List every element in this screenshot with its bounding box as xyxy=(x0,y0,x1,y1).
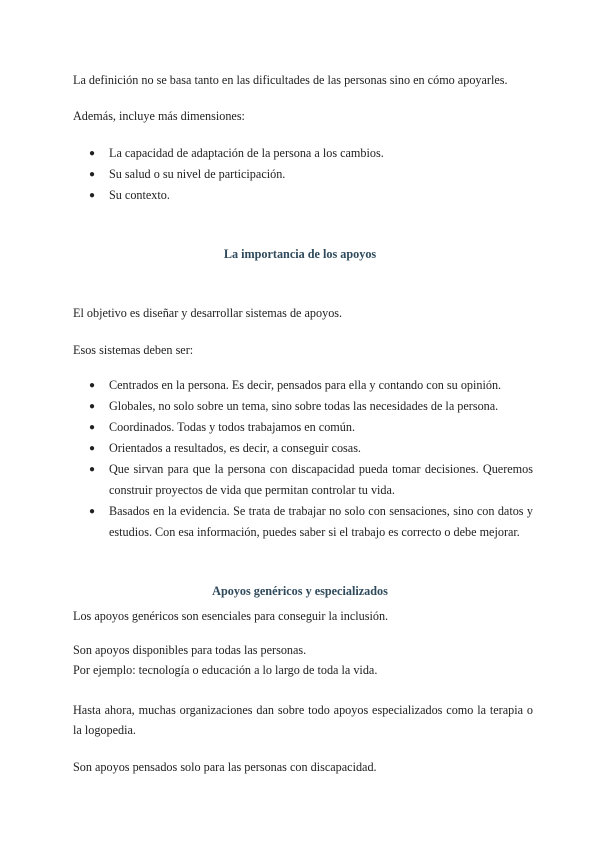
bullet-icon: ● xyxy=(89,401,96,412)
bullet-icon: ● xyxy=(89,464,96,475)
paragraph-line: Son apoyos disponibles para todas las personas. xyxy=(73,643,307,657)
section-heading-importance: La importancia de los apoyos xyxy=(223,247,377,261)
list-item: ● La capacidad de adaptación de la persona a los cambios. xyxy=(73,143,533,164)
dimensions-list xyxy=(73,143,533,206)
intro-paragraph-dimensions: Además, incluye más dimensiones: xyxy=(73,109,245,123)
bullet-icon: ● xyxy=(89,169,96,180)
intro-paragraph-definition: La definición no se basa tanto en las dificultades de las personas sino en cómo apoyarles. xyxy=(73,73,508,87)
bullet-icon: ● xyxy=(89,443,96,454)
paragraph-disability-supports: Son apoyos pensados solo para las personas con discapacidad. xyxy=(73,760,377,774)
list-item: ● Que sirvan para que la persona con discapacidad pueda tomar decisiones. Queremos construir proyectos de vida que permitan controlar tu vida. xyxy=(73,459,533,501)
paragraph-systems: Esos sistemas deben ser: xyxy=(73,343,194,357)
systems-list xyxy=(73,375,533,543)
list-item: ● Su salud o su nivel de participación. xyxy=(73,164,533,185)
list-item: ● Coordinados. Todas y todos trabajamos en común. xyxy=(73,417,533,438)
paragraph-available-supports xyxy=(73,640,533,680)
bullet-icon: ● xyxy=(89,422,96,433)
list-item: ● Orientados a resultados, es decir, a conseguir cosas. xyxy=(73,438,533,459)
bullet-icon: ● xyxy=(89,506,96,517)
paragraph-objective: El objetivo es diseñar y desarrollar sistemas de apoyos. xyxy=(73,306,343,320)
bullet-icon: ● xyxy=(89,380,96,391)
paragraph-specialized-supports: Hasta ahora, muchas organizaciones dan sobre todo apoyos especializados como la terapia o la logopedia. xyxy=(73,703,533,737)
section-heading-supports: Apoyos genéricos y especializados xyxy=(212,584,388,598)
list-item: ● Centrados en la persona. Es decir, pensados para ella y contando con su opinión. xyxy=(73,375,533,396)
bullet-icon: ● xyxy=(89,190,96,201)
list-item: ● Basados en la evidencia. Se trata de trabajar no solo con sensaciones, sino con datos y estudios. Con esa información, puedes saber si el trabajo es correcto o debe mejorar. xyxy=(73,501,533,543)
paragraph-line: Por ejemplo: tecnología o educación a lo largo de toda la vida. xyxy=(73,663,378,677)
list-item: ● Su contexto. xyxy=(73,185,533,206)
paragraph-generic-supports: Los apoyos genéricos son esenciales para conseguir la inclusión. xyxy=(73,609,389,623)
bullet-icon: ● xyxy=(89,148,96,159)
list-item: ● Globales, no solo sobre un tema, sino sobre todas las necesidades de la persona. xyxy=(73,396,533,417)
